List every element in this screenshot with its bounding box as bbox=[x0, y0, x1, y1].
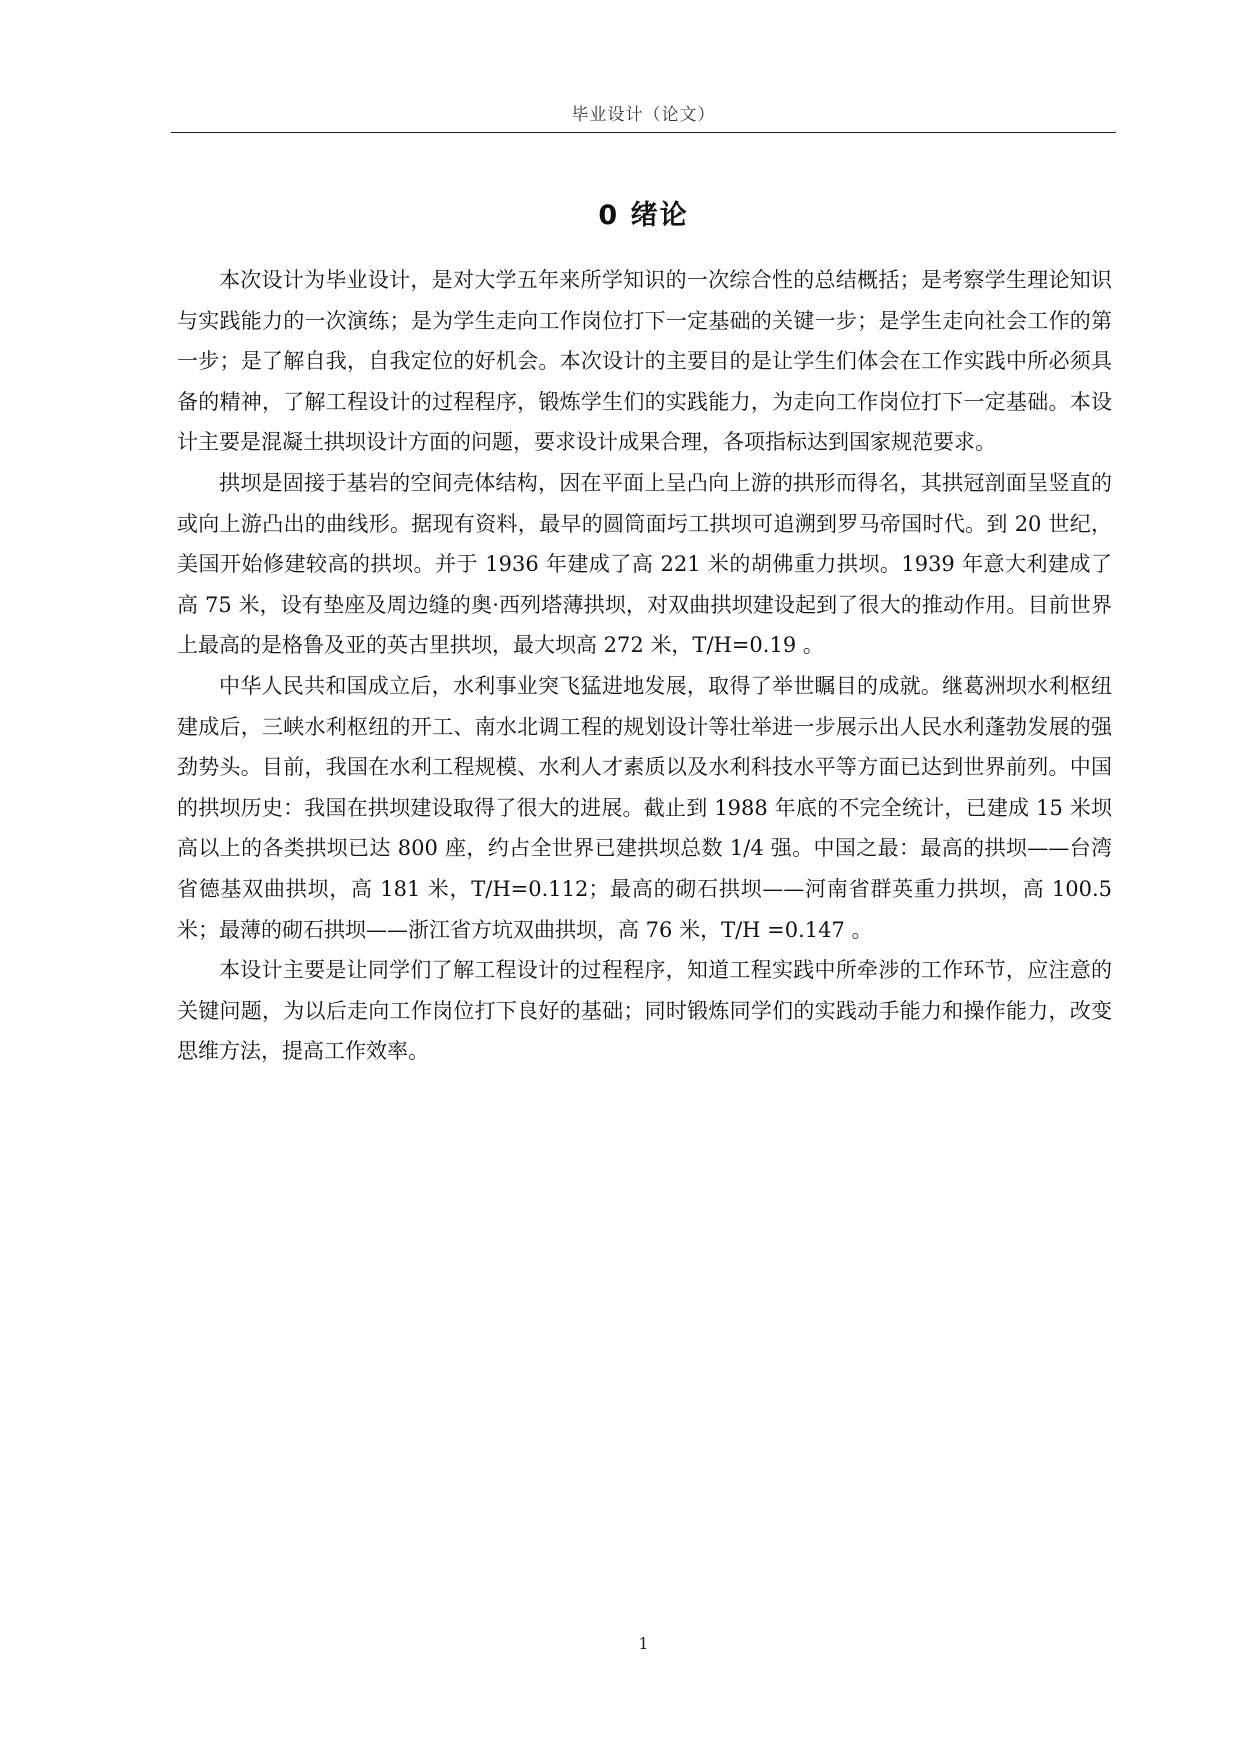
body-text bbox=[177, 260, 1112, 1072]
paragraph-3: 中华人民共和国成立后，水利事业突飞猛进地发展，取得了举世瞩目的成就。继葛洲坝水利枢纽建成后，三峡水利枢纽的开工、南水北调工程的规划设计等壮举进一步展示出人民水利蓬勃发展的强劲势头。目前，我国在水利工程规模、水利人才素质以及水利科技水平等方面已达到世界前列。中国的拱坝历史：我国在拱坝建设取得了很大的进展。截止到 1988 年底的不完全统计，已建成 15 米坝高以上的各类拱坝已达 800 座，约占全世界已建拱坝总数 1/4 强。中国之最：最高的拱坝——台湾省德基双曲拱坝，高 181 米，T/H=0.112；最高的砌石拱坝——河南省群英重力拱坝，高 100.5 米；最薄的砌石拱坝——浙江省方坑双曲拱坝，高 76 米，T/H =0.147 。 bbox=[177, 673, 1112, 942]
header-divider bbox=[171, 132, 1116, 133]
running-header: 毕业设计（论文） bbox=[571, 105, 716, 125]
page-number: 1 bbox=[638, 1634, 649, 1653]
paragraph-1: 本次设计为毕业设计，是对大学五年来所学知识的一次综合性的总结概括；是考察学生理论知识与实践能力的一次演练；是为学生走向工作岗位打下一定基础的关键一步；是学生走向社会工作的第一步；是了解自我，自我定位的好机会。本次设计的主要目的是让学生们体会在工作实践中所必须具备的精神，了解工程设计的过程程序，锻炼学生们的实践能力，为走向工作岗位打下一定基础。本设计主要是混凝土拱坝设计方面的问题，要求设计成果合理，各项指标达到国家规范要求。 bbox=[177, 268, 1112, 455]
paragraph-4: 本设计主要是让同学们了解工程设计的过程程序，知道工程实践中所牵涉的工作环节，应注意的关键问题，为以后走向工作岗位打下良好的基础；同时锻炼同学们的实践动手能力和操作能力，改变思维方法，提高工作效率。 bbox=[177, 958, 1112, 1064]
paragraph-2: 拱坝是固接于基岩的空间壳体结构，因在平面上呈凸向上游的拱形而得名，其拱冠剖面呈竖直的或向上游凸出的曲线形。据现有资料，最早的圆筒面圬工拱坝可追溯到罗马帝国时代。到 20 世纪，美国开始修建较高的拱坝。并于 1936 年建成了高 221 米的胡佛重力拱坝。1939 年意大利建成了高 75 米，设有垫座及周边缝的奥·西列塔薄拱坝，对双曲拱坝建设起到了很大的推动作用。目前世界上最高的是格鲁及亚的英古里拱坝，最大坝高 272 米，T/H=0.19 。 bbox=[177, 470, 1112, 658]
chapter-title: 0 绪论 bbox=[598, 200, 689, 231]
